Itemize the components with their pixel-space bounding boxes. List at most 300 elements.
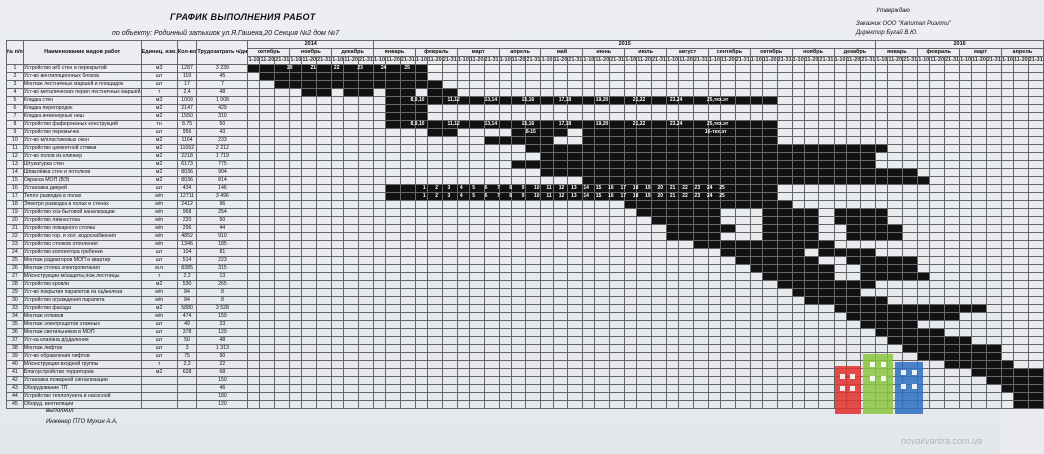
gantt-empty-cell bbox=[888, 249, 903, 257]
col-qty-header: Кол-во bbox=[177, 41, 197, 65]
gantt-empty-cell bbox=[275, 361, 290, 369]
gantt-empty-cell bbox=[553, 377, 568, 385]
gantt-empty-cell bbox=[918, 281, 930, 289]
gantt-empty-cell bbox=[693, 345, 708, 353]
gantt-bar-cell bbox=[651, 185, 666, 193]
row-number: 35 bbox=[7, 321, 24, 329]
gantt-bar-cell bbox=[693, 161, 708, 169]
work-name: Благоустройство территории bbox=[23, 369, 141, 377]
gantt-empty-cell bbox=[332, 225, 344, 233]
work-name: Уст-во покрытия парапетов из оц/железа bbox=[23, 289, 141, 297]
gantt-empty-cell bbox=[625, 369, 637, 377]
gantt-empty-cell bbox=[708, 313, 720, 321]
gantt-empty-cell bbox=[625, 89, 637, 97]
gantt-empty-cell bbox=[442, 105, 457, 113]
gantt-empty-cell bbox=[834, 97, 846, 105]
gantt-empty-cell bbox=[1013, 73, 1028, 81]
gantt-empty-cell bbox=[960, 225, 972, 233]
gantt-bar-cell bbox=[610, 121, 625, 129]
gantt-empty-cell bbox=[1013, 129, 1028, 137]
gantt-empty-cell bbox=[275, 161, 290, 169]
gantt-empty-cell bbox=[511, 401, 526, 409]
gantt-empty-cell bbox=[819, 337, 834, 345]
gantt-empty-cell bbox=[499, 73, 511, 81]
gantt-empty-cell bbox=[400, 257, 415, 265]
gantt-empty-cell bbox=[750, 81, 762, 89]
work-name: Монтаж лифтов bbox=[23, 345, 141, 353]
gantt-empty-cell bbox=[1028, 233, 1043, 241]
gantt-empty-cell bbox=[511, 369, 526, 377]
gantt-empty-cell bbox=[595, 217, 610, 225]
gantt-bar-cell bbox=[846, 233, 861, 241]
gantt-empty-cell bbox=[484, 265, 499, 273]
gantt-empty-cell bbox=[541, 201, 553, 209]
gantt-bar-cell bbox=[888, 321, 903, 329]
gantt-empty-cell bbox=[1013, 257, 1028, 265]
gantt-empty-cell bbox=[386, 249, 401, 257]
gantt-empty-cell bbox=[610, 273, 625, 281]
gantt-empty-cell bbox=[386, 273, 401, 281]
gantt-empty-cell bbox=[972, 153, 987, 161]
floor-label: 22 bbox=[682, 193, 688, 199]
work-name: Устройство коллектора гребенки bbox=[23, 249, 141, 257]
gantt-empty-cell bbox=[1001, 73, 1013, 81]
gantt-empty-cell bbox=[735, 233, 750, 241]
gantt-empty-cell bbox=[1001, 241, 1013, 249]
gantt-empty-cell bbox=[986, 209, 1001, 217]
gantt-empty-cell bbox=[595, 313, 610, 321]
gantt-empty-cell bbox=[1013, 161, 1028, 169]
gantt-empty-cell bbox=[260, 169, 275, 177]
gantt-empty-cell bbox=[1028, 97, 1043, 105]
gantt-empty-cell bbox=[708, 385, 720, 393]
gantt-empty-cell bbox=[248, 113, 260, 121]
gantt-empty-cell bbox=[302, 233, 317, 241]
gantt-bar-cell bbox=[930, 337, 945, 345]
gantt-bar-cell bbox=[484, 193, 499, 201]
gantt-bar-cell bbox=[888, 233, 903, 241]
gantt-empty-cell bbox=[1001, 321, 1013, 329]
gantt-bar-cell bbox=[819, 241, 834, 249]
gantt-empty-cell bbox=[777, 321, 792, 329]
gantt-empty-cell bbox=[903, 209, 918, 217]
gantt-bar-cell bbox=[679, 177, 694, 185]
work-name: Устройство перемычек bbox=[23, 129, 141, 137]
gantt-empty-cell bbox=[275, 289, 290, 297]
gantt-bar-cell bbox=[750, 97, 762, 105]
gantt-bar-cell bbox=[442, 129, 457, 137]
gantt-bar-cell bbox=[986, 361, 1001, 369]
object-subtitle: по объекту: Родинный затышок ул.Я.Гашека,20 Секция №2 дом №7 bbox=[112, 30, 340, 37]
gantt-empty-cell bbox=[804, 337, 819, 345]
gantt-empty-cell bbox=[290, 353, 302, 361]
gantt-empty-cell bbox=[735, 345, 750, 353]
gantt-empty-cell bbox=[275, 185, 290, 193]
gantt-empty-cell bbox=[260, 201, 275, 209]
gantt-empty-cell bbox=[693, 313, 708, 321]
gantt-empty-cell bbox=[499, 321, 511, 329]
gantt-empty-cell bbox=[568, 281, 583, 289]
gantt-bar-cell bbox=[693, 97, 708, 105]
gantt-empty-cell bbox=[358, 97, 373, 105]
row-number: 29 bbox=[7, 289, 24, 297]
gantt-empty-cell bbox=[568, 361, 583, 369]
gantt-empty-cell bbox=[317, 377, 332, 385]
gantt-empty-cell bbox=[442, 113, 457, 121]
gantt-empty-cell bbox=[484, 217, 499, 225]
gantt-empty-cell bbox=[583, 89, 595, 97]
gantt-empty-cell bbox=[750, 113, 762, 121]
gantt-bar-cell bbox=[986, 345, 1001, 353]
gantt-empty-cell bbox=[469, 265, 484, 273]
gantt-bar-cell bbox=[442, 185, 457, 193]
labor-cell: 43 bbox=[197, 129, 248, 137]
gantt-empty-cell bbox=[846, 337, 861, 345]
labor-cell: 1 313 bbox=[197, 345, 248, 353]
qty-cell: 12711 bbox=[177, 193, 197, 201]
gantt-bar-cell bbox=[679, 129, 694, 137]
gantt-empty-cell bbox=[260, 89, 275, 97]
gantt-empty-cell bbox=[960, 65, 972, 73]
gantt-empty-cell bbox=[302, 241, 317, 249]
gantt-empty-cell bbox=[442, 233, 457, 241]
gantt-empty-cell bbox=[553, 65, 568, 73]
gantt-empty-cell bbox=[457, 265, 469, 273]
gantt-empty-cell bbox=[553, 89, 568, 97]
gantt-empty-cell bbox=[374, 217, 386, 225]
gantt-bar-cell bbox=[386, 121, 401, 129]
decade-header: 1-10 bbox=[332, 57, 344, 63]
gantt-empty-cell bbox=[918, 129, 930, 137]
gantt-empty-cell bbox=[693, 321, 708, 329]
gantt-bar-cell bbox=[651, 145, 666, 153]
gantt-empty-cell bbox=[819, 305, 834, 313]
gantt-empty-cell bbox=[442, 393, 457, 401]
gantt-bar-cell bbox=[610, 169, 625, 177]
decade-header: 11-20 bbox=[427, 57, 442, 63]
gantt-empty-cell bbox=[511, 81, 526, 89]
gantt-empty-cell bbox=[260, 217, 275, 225]
gantt-empty-cell bbox=[804, 345, 819, 353]
gantt-empty-cell bbox=[344, 217, 359, 225]
floor-label: 25,тех.эт bbox=[706, 121, 729, 127]
floor-label: 11 bbox=[546, 193, 552, 199]
gantt-empty-cell bbox=[930, 273, 945, 281]
floor-label: 11,12 bbox=[447, 121, 460, 127]
gantt-empty-cell bbox=[708, 73, 720, 81]
gantt-empty-cell bbox=[846, 201, 861, 209]
gantt-empty-cell bbox=[888, 241, 903, 249]
gantt-empty-cell bbox=[526, 65, 541, 73]
gantt-empty-cell bbox=[275, 217, 290, 225]
gantt-empty-cell bbox=[819, 209, 834, 217]
gantt-empty-cell bbox=[960, 97, 972, 105]
gantt-empty-cell bbox=[568, 249, 583, 257]
gantt-bar-cell bbox=[553, 97, 568, 105]
gantt-empty-cell bbox=[792, 73, 804, 81]
gantt-empty-cell bbox=[777, 97, 792, 105]
gantt-empty-cell bbox=[302, 217, 317, 225]
gantt-bar-cell bbox=[595, 185, 610, 193]
gantt-bar-cell bbox=[804, 153, 819, 161]
gantt-empty-cell bbox=[469, 281, 484, 289]
gantt-bar-cell bbox=[834, 169, 846, 177]
gantt-empty-cell bbox=[693, 105, 708, 113]
gantt-empty-cell bbox=[846, 97, 861, 105]
gantt-empty-cell bbox=[595, 289, 610, 297]
gantt-bar-cell bbox=[792, 169, 804, 177]
unit-cell: шт bbox=[141, 353, 177, 361]
gantt-empty-cell bbox=[903, 289, 918, 297]
gantt-empty-cell bbox=[888, 73, 903, 81]
gantt-empty-cell bbox=[720, 401, 735, 409]
gantt-bar-cell bbox=[625, 137, 637, 145]
gantt-empty-cell bbox=[861, 193, 876, 201]
gantt-empty-cell bbox=[526, 265, 541, 273]
gantt-empty-cell bbox=[610, 305, 625, 313]
gantt-empty-cell bbox=[595, 369, 610, 377]
gantt-empty-cell bbox=[945, 289, 960, 297]
gantt-empty-cell bbox=[819, 81, 834, 89]
gantt-bar-cell bbox=[750, 257, 762, 265]
gantt-empty-cell bbox=[819, 89, 834, 97]
gantt-empty-cell bbox=[358, 169, 373, 177]
gantt-empty-cell bbox=[610, 225, 625, 233]
gantt-empty-cell bbox=[469, 81, 484, 89]
gantt-bar-cell bbox=[344, 65, 359, 73]
gantt-empty-cell bbox=[260, 209, 275, 217]
work-name: Оборудование ТП bbox=[23, 385, 141, 393]
gantt-empty-cell bbox=[275, 305, 290, 313]
gantt-empty-cell bbox=[595, 233, 610, 241]
gantt-empty-cell bbox=[526, 201, 541, 209]
floor-label: 23 bbox=[694, 185, 701, 191]
gantt-bar-cell bbox=[762, 233, 777, 241]
gantt-empty-cell bbox=[930, 129, 945, 137]
gantt-empty-cell bbox=[903, 73, 918, 81]
table-row bbox=[7, 273, 1044, 281]
gantt-empty-cell bbox=[400, 305, 415, 313]
gantt-empty-cell bbox=[1013, 241, 1028, 249]
gantt-empty-cell bbox=[248, 337, 260, 345]
labor-cell: 23 bbox=[197, 321, 248, 329]
gantt-empty-cell bbox=[511, 209, 526, 217]
gantt-bar-cell bbox=[846, 225, 861, 233]
floor-label: 20 bbox=[657, 193, 664, 199]
gantt-bar-cell bbox=[553, 129, 568, 137]
gantt-empty-cell bbox=[792, 297, 804, 305]
gantt-bar-cell bbox=[762, 225, 777, 233]
gantt-empty-cell bbox=[888, 113, 903, 121]
gantt-empty-cell bbox=[972, 97, 987, 105]
floor-label: 1 bbox=[422, 193, 426, 199]
gantt-empty-cell bbox=[469, 273, 484, 281]
gantt-empty-cell bbox=[344, 161, 359, 169]
gantt-bar-cell bbox=[302, 65, 317, 73]
gantt-empty-cell bbox=[679, 265, 694, 273]
unit-cell: м2 bbox=[141, 113, 177, 121]
gantt-empty-cell bbox=[610, 361, 625, 369]
gantt-bar-cell bbox=[708, 137, 720, 145]
gantt-empty-cell bbox=[511, 281, 526, 289]
gantt-empty-cell bbox=[972, 121, 987, 129]
gantt-empty-cell bbox=[583, 329, 595, 337]
gantt-empty-cell bbox=[834, 105, 846, 113]
gantt-bar-cell bbox=[651, 97, 666, 105]
gantt-bar-cell bbox=[290, 81, 302, 89]
gantt-empty-cell bbox=[610, 81, 625, 89]
gantt-empty-cell bbox=[750, 329, 762, 337]
gantt-empty-cell bbox=[358, 201, 373, 209]
gantt-empty-cell bbox=[400, 153, 415, 161]
gantt-bar-cell bbox=[804, 257, 819, 265]
labor-cell: 8 bbox=[197, 297, 248, 305]
gantt-bar-cell bbox=[400, 73, 415, 81]
gantt-empty-cell bbox=[625, 249, 637, 257]
gantt-bar-cell bbox=[1028, 377, 1043, 385]
gantt-empty-cell bbox=[903, 145, 918, 153]
gantt-empty-cell bbox=[344, 353, 359, 361]
gantt-empty-cell bbox=[344, 313, 359, 321]
gantt-empty-cell bbox=[358, 153, 373, 161]
gantt-empty-cell bbox=[750, 305, 762, 313]
gantt-empty-cell bbox=[484, 201, 499, 209]
decade-header: 1-10 bbox=[290, 57, 302, 63]
gantt-bar-cell bbox=[667, 209, 679, 217]
gantt-bar-cell bbox=[750, 193, 762, 201]
gantt-bar-cell bbox=[792, 241, 804, 249]
gantt-empty-cell bbox=[720, 329, 735, 337]
gantt-bar-cell bbox=[553, 169, 568, 177]
gantt-empty-cell bbox=[1028, 313, 1043, 321]
gantt-empty-cell bbox=[358, 297, 373, 305]
qty-cell: 5880 bbox=[177, 305, 197, 313]
gantt-bar-cell bbox=[834, 209, 846, 217]
gantt-empty-cell bbox=[930, 217, 945, 225]
gantt-empty-cell bbox=[834, 225, 846, 233]
gantt-bar-cell bbox=[637, 193, 652, 201]
decade-header: 1-10 bbox=[834, 57, 846, 63]
gantt-empty-cell bbox=[484, 153, 499, 161]
gantt-empty-cell bbox=[595, 401, 610, 409]
gantt-empty-cell bbox=[553, 105, 568, 113]
gantt-empty-cell bbox=[834, 321, 846, 329]
work-name: Уст-во обрамления лифтов bbox=[23, 353, 141, 361]
gantt-empty-cell bbox=[358, 361, 373, 369]
row-number: 30 bbox=[7, 297, 24, 305]
gantt-empty-cell bbox=[625, 329, 637, 337]
gantt-empty-cell bbox=[708, 249, 720, 257]
gantt-empty-cell bbox=[358, 265, 373, 273]
gantt-empty-cell bbox=[415, 321, 427, 329]
gantt-empty-cell bbox=[374, 113, 386, 121]
decade-header: 1-10 bbox=[248, 57, 260, 63]
floor-label: 13,14 bbox=[484, 121, 498, 127]
gantt-empty-cell bbox=[317, 289, 332, 297]
gantt-bar-cell bbox=[679, 153, 694, 161]
gantt-empty-cell bbox=[876, 113, 888, 121]
gantt-empty-cell bbox=[386, 337, 401, 345]
gantt-bar-cell bbox=[861, 297, 876, 305]
month-header: апрель bbox=[1001, 49, 1043, 57]
gantt-empty-cell bbox=[777, 289, 792, 297]
gantt-empty-cell bbox=[720, 89, 735, 97]
gantt-empty-cell bbox=[358, 369, 373, 377]
gantt-empty-cell bbox=[400, 297, 415, 305]
floor-label: 8-15 bbox=[525, 129, 536, 135]
gantt-bar-cell bbox=[834, 161, 846, 169]
gantt-empty-cell bbox=[427, 377, 442, 385]
gantt-empty-cell bbox=[511, 289, 526, 297]
gantt-empty-cell bbox=[290, 121, 302, 129]
gantt-empty-cell bbox=[777, 65, 792, 73]
gantt-bar-cell bbox=[553, 185, 568, 193]
gantt-empty-cell bbox=[750, 209, 762, 217]
gantt-empty-cell bbox=[526, 385, 541, 393]
gantt-empty-cell bbox=[595, 305, 610, 313]
gantt-empty-cell bbox=[260, 97, 275, 105]
gantt-bar-cell bbox=[762, 137, 777, 145]
labor-cell: 46 bbox=[197, 385, 248, 393]
labor-cell: 310 bbox=[197, 113, 248, 121]
gantt-empty-cell bbox=[651, 225, 666, 233]
gantt-empty-cell bbox=[457, 273, 469, 281]
gantt-empty-cell bbox=[986, 65, 1001, 73]
decade-header: 11-20 bbox=[553, 57, 568, 63]
gantt-bar-cell bbox=[876, 257, 888, 265]
gantt-bar-cell bbox=[610, 145, 625, 153]
qty-cell: 628 bbox=[177, 369, 197, 377]
gantt-empty-cell bbox=[442, 385, 457, 393]
table-row bbox=[7, 297, 1044, 305]
gantt-empty-cell bbox=[750, 313, 762, 321]
gantt-empty-cell bbox=[1028, 137, 1043, 145]
unit-cell: м/п bbox=[141, 217, 177, 225]
gantt-bar-cell bbox=[400, 193, 415, 201]
gantt-empty-cell bbox=[302, 153, 317, 161]
gantt-empty-cell bbox=[469, 369, 484, 377]
gantt-empty-cell bbox=[972, 65, 987, 73]
gantt-empty-cell bbox=[415, 345, 427, 353]
gantt-empty-cell bbox=[986, 337, 1001, 345]
gantt-empty-cell bbox=[972, 89, 987, 97]
gantt-empty-cell bbox=[846, 265, 861, 273]
row-number: 2 bbox=[7, 73, 24, 81]
gantt-bar-cell bbox=[610, 129, 625, 137]
gantt-bar-cell bbox=[876, 233, 888, 241]
gantt-empty-cell bbox=[415, 265, 427, 273]
gantt-empty-cell bbox=[625, 401, 637, 409]
gantt-empty-cell bbox=[903, 153, 918, 161]
gantt-empty-cell bbox=[499, 161, 511, 169]
gantt-empty-cell bbox=[679, 281, 694, 289]
gantt-empty-cell bbox=[302, 401, 317, 409]
gantt-bar-cell bbox=[374, 73, 386, 81]
gantt-bar-cell bbox=[819, 265, 834, 273]
qty-cell: 8385 bbox=[177, 265, 197, 273]
decade-header: 11-20 bbox=[804, 57, 819, 63]
gantt-empty-cell bbox=[275, 201, 290, 209]
gantt-empty-cell bbox=[804, 89, 819, 97]
gantt-empty-cell bbox=[317, 329, 332, 337]
gantt-empty-cell bbox=[302, 361, 317, 369]
gantt-empty-cell bbox=[945, 193, 960, 201]
gantt-empty-cell bbox=[415, 209, 427, 217]
gantt-empty-cell bbox=[735, 105, 750, 113]
gantt-empty-cell bbox=[583, 369, 595, 377]
table-row bbox=[7, 265, 1044, 273]
gantt-bar-cell bbox=[972, 361, 987, 369]
